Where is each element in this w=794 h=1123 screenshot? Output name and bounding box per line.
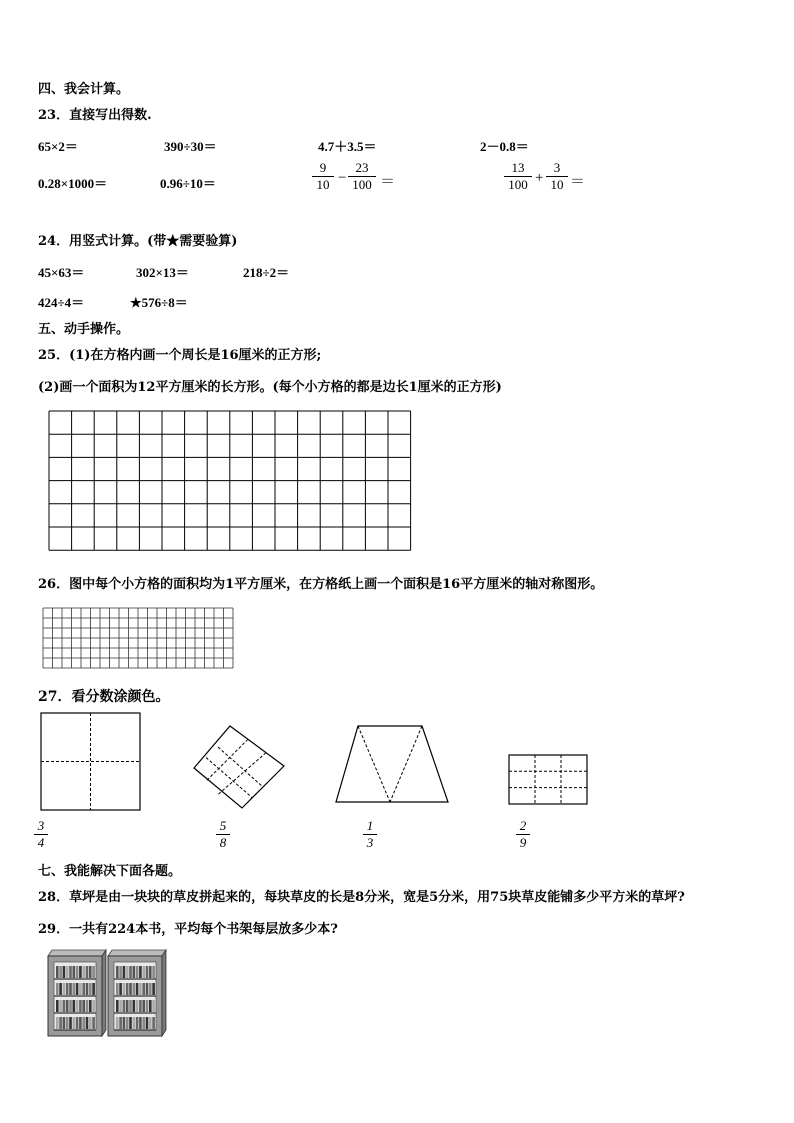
shape-3-fraction: [363, 818, 377, 851]
q23-fraction-b: [348, 160, 376, 193]
rectangle-ninths-shape[interactable]: [508, 754, 588, 806]
plus-operator: +: [535, 170, 544, 186]
fraction-denominator: 100: [508, 177, 528, 192]
section-5-title: 五、动手操作。: [38, 322, 130, 337]
q25-square-grid[interactable]: [48, 410, 412, 551]
shape-2-fraction: [216, 818, 230, 851]
q23-item-5: 0.28×1000＝: [38, 176, 108, 191]
fraction-numerator: 13: [504, 160, 532, 177]
shape-1-fraction: [34, 818, 48, 851]
q23-item-2: 390÷30＝: [164, 139, 217, 154]
fraction-denominator: 10: [316, 177, 330, 192]
minus-operator: −: [338, 170, 347, 186]
bookshelves-illustration: [44, 946, 170, 1038]
fraction-denominator: 10: [550, 177, 564, 192]
q23-stem: 23．直接写出得数.: [38, 108, 152, 123]
fraction-denominator: 8: [219, 835, 227, 850]
shape-4-fraction: [516, 818, 530, 851]
fraction-numerator: 23: [348, 160, 376, 177]
fraction-numerator: 3: [34, 818, 48, 835]
fraction-numerator: 1: [363, 818, 377, 835]
fraction-denominator: 100: [352, 177, 372, 192]
q23-item-3: 4.7＋3.5＝: [318, 139, 377, 154]
section-4-title: 四、我会计算。: [38, 82, 130, 97]
fraction-denominator: 9: [519, 835, 527, 850]
q24-item-3: 218÷2＝: [243, 265, 290, 280]
q27-stem: 27．看分数涂颜色。: [38, 689, 170, 705]
q24-stem: 24．用竖式计算。(带★需要验算): [38, 234, 238, 249]
q25-part-1: 25．(1)在方格内画一个周长是16厘米的正方形;: [38, 348, 322, 363]
q28-stem: 28．草坪是由一块块的草皮拼起来的，每块草皮的长是8分米，宽是5分米，用75块草皮能铺多少平方米的草坪?: [38, 890, 685, 905]
q23-item-6: 0.96÷10＝: [160, 176, 216, 191]
fraction-denominator: 3: [366, 835, 374, 850]
fraction-numerator: 5: [216, 818, 230, 835]
q26-square-grid[interactable]: [42, 607, 234, 669]
q24-item-2: 302×13＝: [136, 265, 189, 280]
bookshelf-1: [48, 950, 106, 1036]
fraction-numerator: 3: [546, 160, 568, 177]
fraction-denominator: 4: [37, 835, 45, 850]
diamond-eighths-shape[interactable]: [192, 724, 286, 810]
equals-sign: ＝: [380, 174, 396, 190]
q24-item-5: ★576÷8＝: [130, 295, 188, 310]
q23-item-4: 2－0.8＝: [480, 139, 529, 154]
q23-item-1: 65×2＝: [38, 139, 78, 154]
q26-stem: 26．图中每个小方格的面积均为1平方厘米，在方格纸上画一个面积是16平方厘米的轴对称图形。: [38, 577, 604, 592]
q23-fraction-a: [312, 160, 334, 193]
q23-fraction-d: [546, 160, 568, 193]
section-7-title: 七、我能解决下面各题。: [38, 864, 182, 879]
square-quarters-shape[interactable]: [40, 712, 142, 812]
equals-sign: ＝: [570, 174, 586, 190]
q24-item-1: 45×63＝: [38, 265, 85, 280]
fraction-numerator: 2: [516, 818, 530, 835]
trapezoid-thirds-shape[interactable]: [334, 724, 450, 804]
q25-part-2: (2)画一个面积为12平方厘米的长方形。(每个小方格的都是边长1厘米的正方形): [38, 380, 502, 395]
q24-item-4: 424÷4＝: [38, 295, 85, 310]
q29-stem: 29．一共有224本书，平均每个书架每层放多少本?: [38, 922, 338, 937]
q23-fraction-c: [504, 160, 532, 193]
fraction-numerator: 9: [312, 160, 334, 177]
bookshelf-2: [108, 950, 166, 1036]
